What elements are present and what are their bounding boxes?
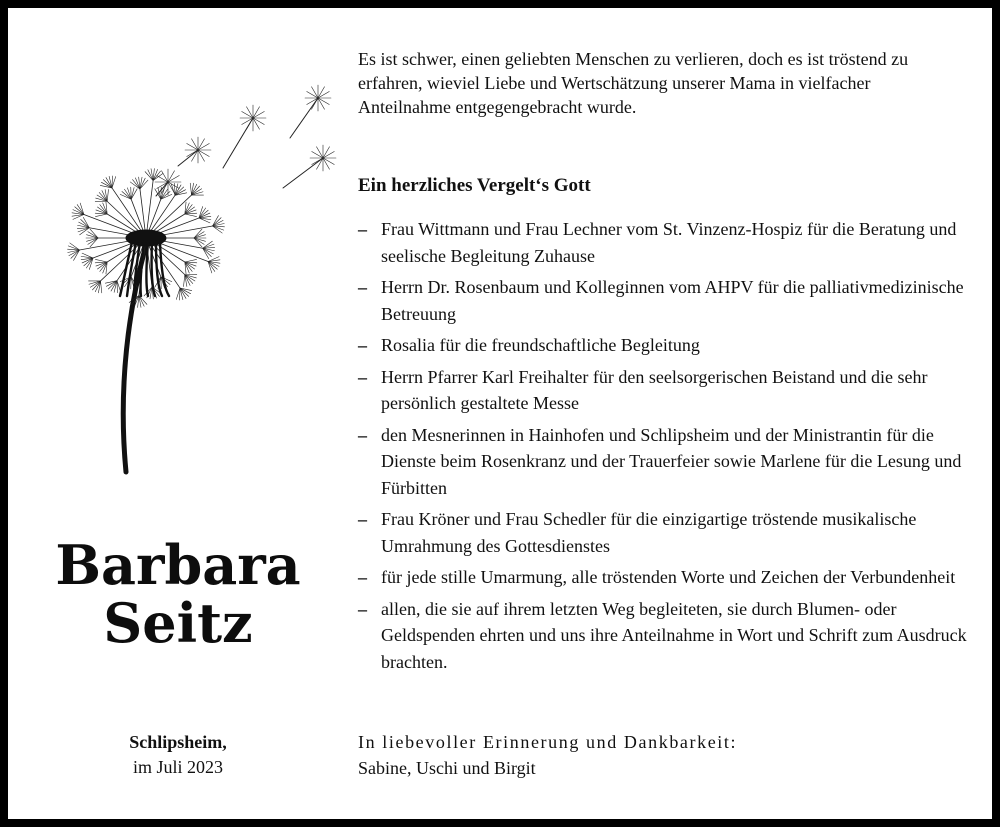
intro-text: Es ist schwer, einen geliebten Menschen zu verlieren, doch es ist tröstend zu erfahren, wieviel Liebe und Wertschätzung unserer Mama in vielfacher Anteilnahme entgegengebracht wurde. [358,49,909,117]
signoff-text: In liebevoller Erinnerung und Dankbarkeit: [358,732,738,752]
list-item-text: Herrn Dr. Rosenbaum und Kolleginnen vom AHPV für die palliativmedizinische Betreuung [381,277,964,324]
list-item [358,364,968,417]
dash-bullet: – [358,567,367,587]
list-item [358,506,968,559]
list-item [358,332,968,359]
obituary-card [8,8,992,819]
signers-text: Sabine, Uschi und Birgit [358,758,536,778]
list-item [358,216,968,269]
deceased-first-name: Barbara [55,533,301,597]
dash-bullet: – [358,277,367,297]
dandelion-illustration [38,78,338,478]
dash-bullet: – [358,424,367,445]
list-item-text: Rosalia für die freundschaftliche Begleitung [381,335,700,355]
deceased-last-name: Seitz [103,591,253,655]
thanks-list [358,216,968,680]
dash-bullet: – [358,219,367,239]
place-text: Schlipsheim, [129,732,227,752]
list-item-text: allen, die sie auf ihrem letzten Weg begleiteten, sie durch Blumen- oder Geldspenden ehrten und uns ihre Anteilnahme in Wort und Schrift zum Ausdruck brachten. [381,598,967,672]
dash-bullet: – [358,366,367,387]
dash-bullet: – [358,509,367,529]
thanks-heading: Ein herzliches Vergelt‘s Gott [358,175,591,196]
list-item [358,422,968,502]
dash-bullet: – [358,335,367,355]
list-item-text: den Mesnerinnen in Hainhofen und Schlipsheim und der Ministrantin für die Dienste beim Rosenkranz und der Trauerfeier sowie Marlene für die Lesung und Fürbitten [381,424,962,498]
date-text: im Juli 2023 [132,757,223,777]
list-item [358,596,968,676]
list-item-text: für jede stille Umarmung, alle tröstenden Worte und Zeichen der Verbundenheit [381,567,956,587]
list-item-text: Frau Kröner und Frau Schedler für die einzigartige tröstende musikalische Umrahmung des Gottesdienstes [381,509,917,556]
dash-bullet: – [358,598,367,619]
list-item [358,274,968,327]
list-item-text: Frau Wittmann und Frau Lechner vom St. Vinzenz-Hospiz für die Beratung und seelische Begleitung Zuhause [381,219,957,266]
list-item-text: Herrn Pfarrer Karl Freihalter für den seelsorgerischen Beistand und die sehr persönlich gestaltete Messe [381,366,928,413]
list-item [358,564,968,591]
